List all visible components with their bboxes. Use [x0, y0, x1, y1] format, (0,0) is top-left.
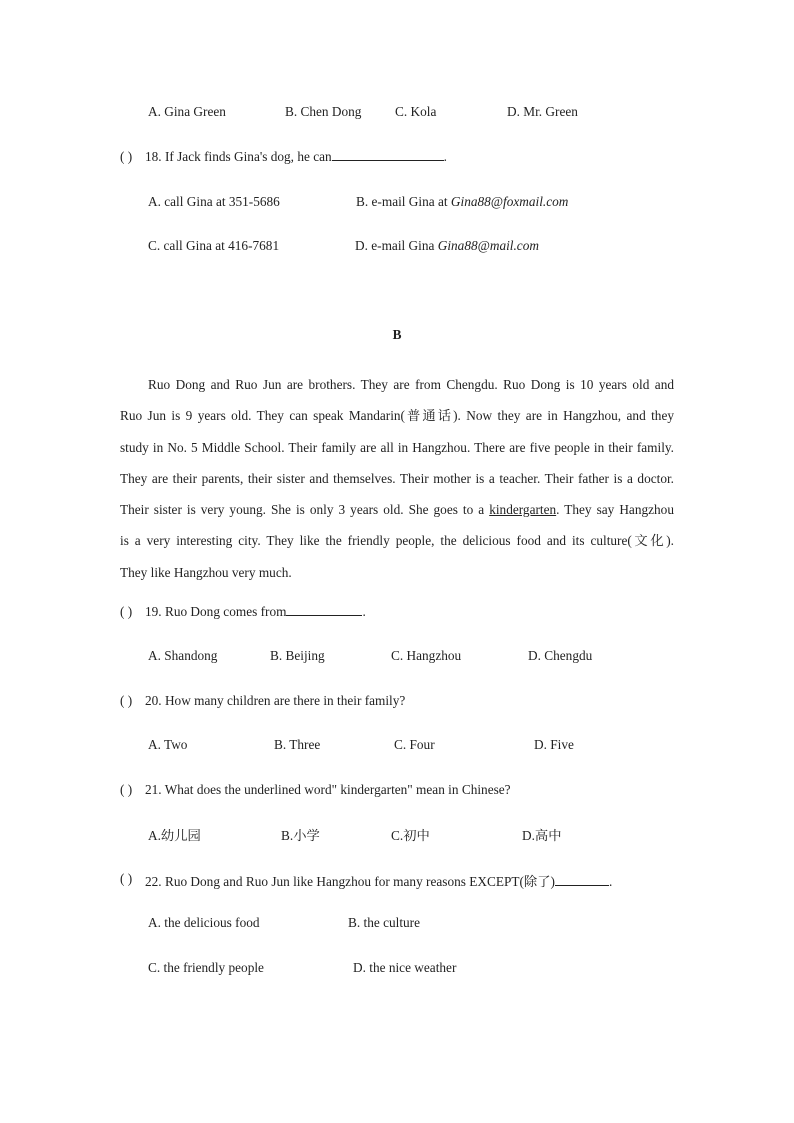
- passage-line: Ruo Jun is 9 years old. They can speak Mandarin(普通话). Now they are in Hangzhou, and they: [120, 408, 674, 424]
- passage-line: is a very interesting city. They like the friendly people, the delicious food and its culture(文化).: [120, 533, 674, 549]
- q17-option-d: D. Mr. Green: [507, 104, 578, 119]
- answer-bracket[interactable]: ( ): [120, 604, 133, 619]
- passage-text: Their sister is very young. She is only 3 years old. She goes to a: [120, 502, 490, 518]
- q20-option-c: C. Four: [394, 737, 435, 752]
- question-text: [145, 871, 612, 890]
- q20-option-d: D. Five: [534, 737, 574, 752]
- passage-line: [120, 494, 674, 525]
- q20-option-a: A. Two: [148, 737, 188, 752]
- answer-bracket[interactable]: ( ): [120, 782, 133, 797]
- underlined-word: kindergarten: [489, 502, 557, 518]
- q18-option-d-text: D. e-mail Gina: [355, 238, 438, 253]
- answer-blank[interactable]: [332, 149, 444, 161]
- q18-end: .: [443, 149, 447, 164]
- q21-option-c: C.初中: [391, 828, 430, 843]
- q19-option-c: C. Hangzhou: [391, 648, 462, 663]
- q18-stem: 18. If Jack finds Gina's dog, he can: [145, 149, 332, 164]
- q21-option-a: A.幼儿园: [148, 828, 201, 843]
- answer-bracket[interactable]: ( ): [120, 693, 133, 708]
- q19-option-d: D. Chengdu: [528, 648, 593, 663]
- q21-option-b: B.小学: [281, 828, 320, 843]
- q18-option-b-email: Gina88@foxmail.com: [450, 194, 569, 209]
- passage-line: They are their parents, their sister and themselves. Their mother is a teacher. Their father is a doctor.: [120, 470, 674, 486]
- q18-option-b-text: B. e-mail Gina at: [356, 194, 451, 209]
- q22-stem: 22. Ruo Dong and Ruo Jun like Hangzhou for many reasons EXCEPT(除了): [145, 874, 555, 889]
- answer-bracket[interactable]: ( ): [120, 871, 133, 886]
- passage-line: They like Hangzhou very much.: [120, 564, 292, 580]
- passage-line: Ruo Dong and Ruo Jun are brothers. They are from Chengdu. Ruo Dong is 10 years old and: [148, 377, 674, 392]
- q19-option-a: A. Shandong: [148, 648, 218, 663]
- question-text: 20. How many children are there in their family?: [145, 693, 406, 708]
- q19-stem: 19. Ruo Dong comes from: [145, 604, 287, 619]
- q22-option-c: C. the friendly people: [148, 960, 264, 975]
- q17-option-c: C. Kola: [395, 104, 437, 119]
- answer-blank[interactable]: [286, 604, 362, 616]
- passage-text: . They say Hangzhou: [556, 502, 674, 518]
- answer-bracket[interactable]: ( ): [120, 149, 133, 164]
- passage-line: study in No. 5 Middle School. Their family are all in Hangzhou. There are five people in their family.: [120, 439, 674, 455]
- question-text: 21. What does the underlined word" kindergarten" mean in Chinese?: [145, 782, 511, 797]
- q20-option-b: B. Three: [274, 737, 321, 752]
- question-text: [145, 149, 447, 165]
- answer-blank[interactable]: [555, 874, 609, 886]
- q22-option-a: A. the delicious food: [148, 915, 260, 930]
- reading-passage: [120, 369, 674, 588]
- question-text: [145, 604, 366, 620]
- q17-option-a: A. Gina Green: [148, 104, 226, 119]
- q18-option-a: A. call Gina at 351-5686: [148, 194, 280, 209]
- q19-end: .: [362, 604, 366, 619]
- section-title: B: [392, 327, 402, 342]
- q18-option-d-email: Gina88@mail.com: [437, 238, 539, 253]
- q22-option-d: D. the nice weather: [353, 960, 457, 975]
- q19-option-b: B. Beijing: [270, 648, 325, 663]
- q18-option-d: [355, 238, 539, 254]
- q18-option-b: [356, 194, 568, 210]
- q17-option-b: B. Chen Dong: [285, 104, 362, 119]
- q22-end: .: [608, 874, 613, 889]
- q21-option-d: D.高中: [522, 828, 562, 843]
- q18-option-c: C. call Gina at 416-7681: [148, 238, 280, 253]
- q22-option-b: B. the culture: [348, 915, 421, 930]
